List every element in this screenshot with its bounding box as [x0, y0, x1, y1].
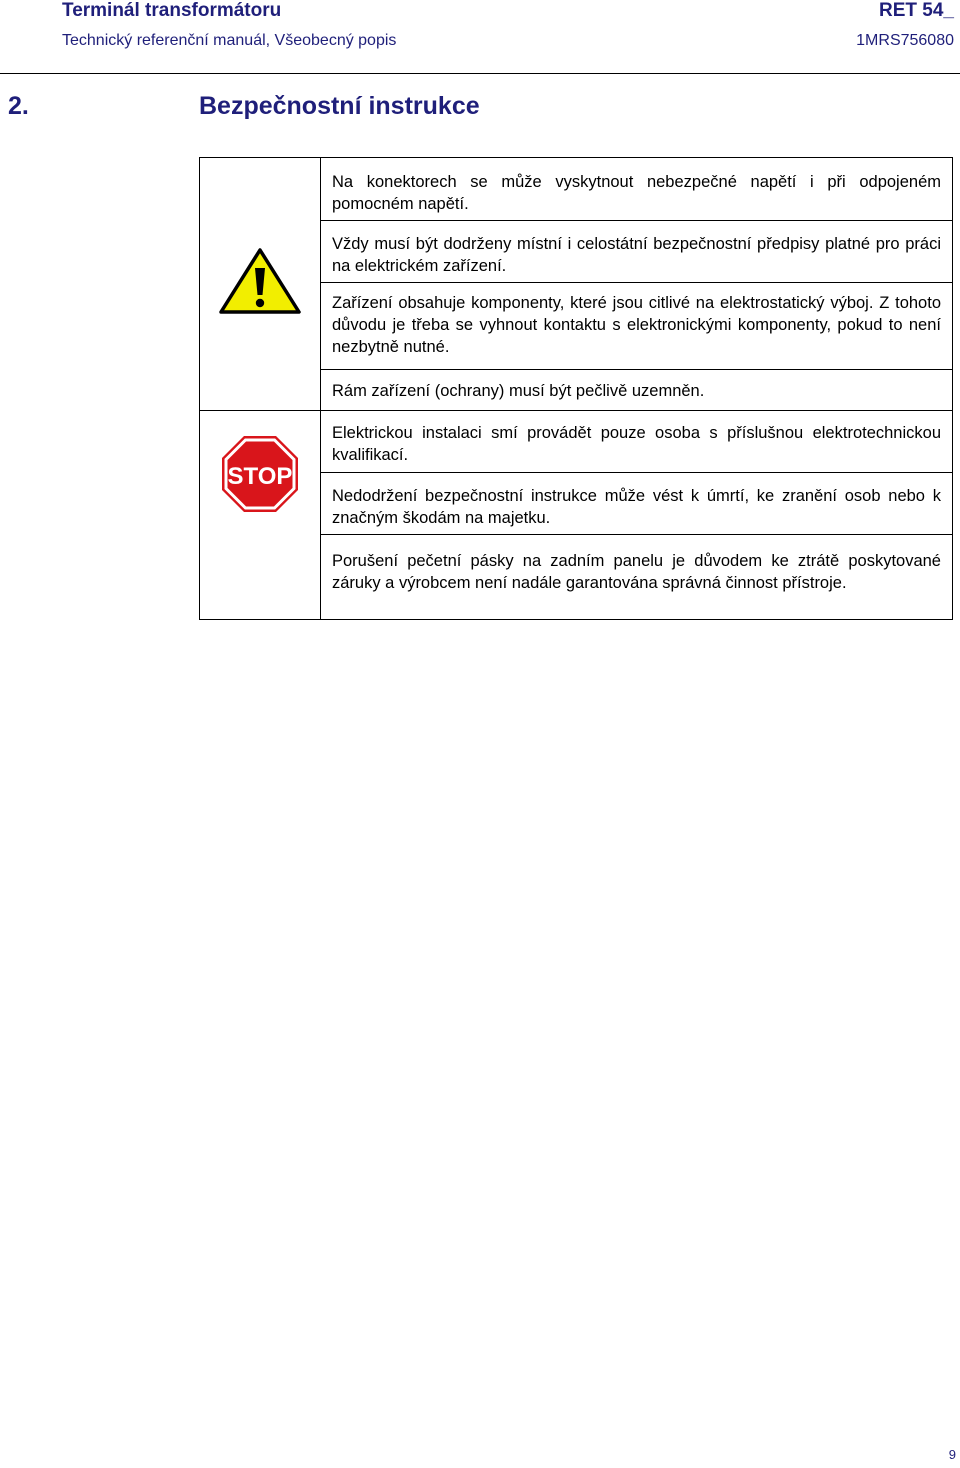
- section-title: Bezpečnostní instrukce: [199, 92, 480, 120]
- instruction-text: Elektrickou instalaci smí provádět pouze osoba s příslušnou elektrotechnickou kvalifikací.: [332, 424, 941, 464]
- stop-sign-icon: [220, 434, 300, 514]
- page-header-sub: [62, 32, 954, 52]
- instruction-cell: [321, 158, 953, 221]
- instruction-cell: [321, 370, 953, 411]
- instruction-text: Porušení pečetní pásky na zadním panelu je důvodem ke ztrátě poskytované záruky a výrobcem není nadále garantována správná činnost přístroje.: [332, 552, 941, 592]
- safety-instructions-table: [199, 157, 953, 620]
- table-row: [200, 411, 953, 473]
- instruction-text: Vždy musí být dodrženy místní i celostátní bezpečnostní předpisy platné pro práci na elektrickém zařízení.: [332, 235, 941, 275]
- instruction-cell: [321, 411, 953, 473]
- instruction-cell: [321, 221, 953, 283]
- instruction-cell: [321, 473, 953, 535]
- stop-sign-text: STOP: [227, 463, 293, 490]
- stop-icon-cell: [200, 411, 321, 620]
- instruction-text: Zařízení obsahuje komponenty, které jsou citlivé na elektrostatický výboj. Z tohoto důvodu je třeba se vyhnout kontaktu s elektronickými komponenty, pokud to není nezbytně nutné.: [332, 294, 941, 356]
- instruction-cell: [321, 535, 953, 620]
- document-id: 1MRS756080: [856, 32, 954, 49]
- document-subtitle: Technický referenční manuál, Všeobecný popis: [62, 32, 397, 49]
- instruction-cell: [321, 283, 953, 370]
- warning-triangle-icon: [218, 246, 302, 316]
- instruction-text: Rám zařízení (ochrany) musí být pečlivě uzemněn.: [332, 382, 705, 400]
- instruction-text: Nedodržení bezpečnostní instrukce může vést k úmrtí, ke zranění osob nebo k značným škodám na majetku.: [332, 487, 941, 527]
- section-heading: [0, 92, 960, 128]
- document-title: Terminál transformátoru: [62, 0, 282, 21]
- table-row: [200, 158, 953, 221]
- page-number: 9: [948, 1447, 956, 1462]
- product-code: RET 54_: [879, 0, 954, 21]
- instruction-text: Na konektorech se může vyskytnout nebezpečné napětí i při odpojeném pomocném napětí.: [332, 173, 941, 213]
- warning-icon-cell: [200, 158, 321, 411]
- section-number: 2.: [8, 92, 29, 120]
- header-divider: [0, 73, 960, 74]
- page-header-top: [62, 0, 954, 26]
